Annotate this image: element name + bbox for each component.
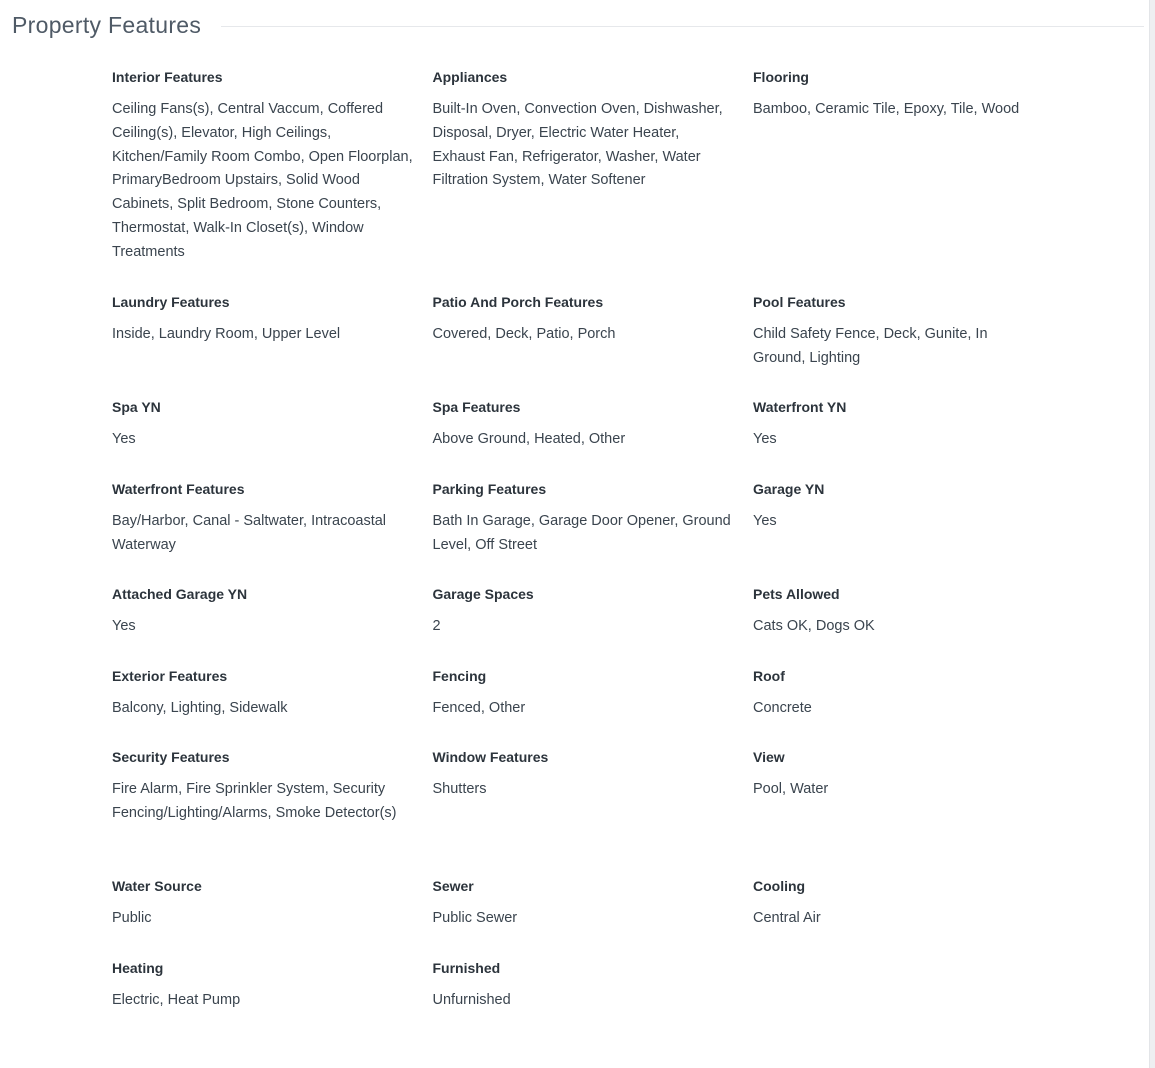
feature-item <box>753 293 1053 398</box>
feature-value: 2 <box>432 618 441 634</box>
feature-label: Sewer <box>432 878 474 894</box>
feature-label: Waterfront YN <box>753 399 847 415</box>
feature-item <box>753 480 1053 585</box>
feature-value: Cats OK, Dogs OK <box>753 618 875 634</box>
feature-label: Interior Features <box>112 69 223 85</box>
feature-item <box>433 877 754 959</box>
feature-label: Exterior Features <box>112 668 228 684</box>
feature-item <box>433 748 754 877</box>
feature-item <box>753 748 1053 877</box>
feature-value: Ceiling Fans(s), Central Vaccum, Coffered Ceiling(s), Elevator, High Ceilings, Kitchen/Family Room Combo, Open Floorplan, PrimaryBedroom Upstairs, Solid Wood Cabinets, Split Bedroom, Stone Counters, Thermostat, Walk-In Closet(s), Window Treatments <box>112 101 413 260</box>
feature-item <box>753 398 1053 480</box>
feature-item <box>112 877 433 959</box>
feature-item <box>112 293 433 398</box>
feature-label: Pets Allowed <box>753 586 840 602</box>
feature-item <box>433 585 754 667</box>
feature-value: Shutters <box>432 781 487 797</box>
feature-value: Covered, Deck, Patio, Porch <box>432 326 616 342</box>
feature-item <box>433 293 754 398</box>
feature-value: Public <box>112 910 152 926</box>
feature-item <box>112 68 433 293</box>
scrollbar-track[interactable] <box>1149 0 1155 1068</box>
feature-item <box>753 68 1053 293</box>
feature-value: Bay/Harbor, Canal - Saltwater, Intracoastal Waterway <box>112 513 387 553</box>
feature-value: Central Air <box>753 910 821 926</box>
feature-item <box>433 68 754 293</box>
feature-label: Heating <box>112 960 164 976</box>
feature-label: Roof <box>753 668 785 684</box>
feature-label: View <box>753 749 785 765</box>
feature-value: Above Ground, Heated, Other <box>432 431 626 447</box>
feature-value: Yes <box>112 431 136 447</box>
feature-item <box>112 959 433 1041</box>
feature-label: Laundry Features <box>112 294 230 310</box>
feature-value: Bath In Garage, Garage Door Opener, Ground Level, Off Street <box>432 513 731 553</box>
feature-item <box>112 480 433 585</box>
feature-item <box>753 667 1053 748</box>
feature-value: Child Safety Fence, Deck, Gunite, In Ground, Lighting <box>753 326 988 366</box>
feature-item <box>112 667 433 748</box>
feature-item <box>433 667 754 748</box>
feature-value: Fire Alarm, Fire Sprinkler System, Security Fencing/Lighting/Alarms, Smoke Detector(s) <box>112 781 397 821</box>
feature-label: Pool Features <box>753 294 846 310</box>
feature-label: Waterfront Features <box>112 481 245 497</box>
feature-label: Garage YN <box>753 481 825 497</box>
feature-value: Bamboo, Ceramic Tile, Epoxy, Tile, Wood <box>753 101 1020 117</box>
feature-item <box>112 748 433 877</box>
feature-label: Spa Features <box>432 399 521 415</box>
feature-value: Yes <box>112 618 136 634</box>
feature-label: Attached Garage YN <box>112 586 248 602</box>
features-grid <box>112 68 1077 1041</box>
feature-label: Parking Features <box>432 481 547 497</box>
feature-item <box>112 398 433 480</box>
feature-value: Pool, Water <box>753 781 829 797</box>
feature-value: Balcony, Lighting, Sidewalk <box>112 700 288 716</box>
feature-item <box>433 959 754 1041</box>
feature-label: Water Source <box>112 878 202 894</box>
feature-label: Appliances <box>432 69 508 85</box>
feature-label: Window Features <box>432 749 549 765</box>
feature-item <box>753 585 1053 667</box>
section-divider <box>221 26 1144 27</box>
feature-value: Unfurnished <box>432 992 511 1008</box>
feature-label: Fencing <box>432 668 487 684</box>
feature-value: Electric, Heat Pump <box>112 992 241 1008</box>
feature-label: Security Features <box>112 749 230 765</box>
feature-label: Spa YN <box>112 399 161 415</box>
feature-label: Flooring <box>753 69 809 85</box>
section-header <box>12 8 1144 42</box>
feature-item <box>433 480 754 585</box>
feature-value: Built-In Oven, Convection Oven, Dishwasher, Disposal, Dryer, Electric Water Heater, Exhaust Fan, Refrigerator, Washer, Water Filtration System, Water Softener <box>432 101 723 189</box>
feature-label: Patio And Porch Features <box>432 294 604 310</box>
feature-item <box>753 877 1053 959</box>
feature-value: Concrete <box>753 700 812 716</box>
feature-value: Yes <box>753 513 777 529</box>
feature-item <box>433 398 754 480</box>
feature-label: Garage Spaces <box>432 586 534 602</box>
feature-label: Cooling <box>753 878 806 894</box>
feature-value: Public Sewer <box>432 910 518 926</box>
feature-value: Fenced, Other <box>432 700 526 716</box>
feature-item <box>112 585 433 667</box>
feature-label: Furnished <box>432 960 501 976</box>
section-title: Property Features <box>12 11 202 38</box>
feature-value: Inside, Laundry Room, Upper Level <box>112 326 341 342</box>
feature-value: Yes <box>753 431 777 447</box>
